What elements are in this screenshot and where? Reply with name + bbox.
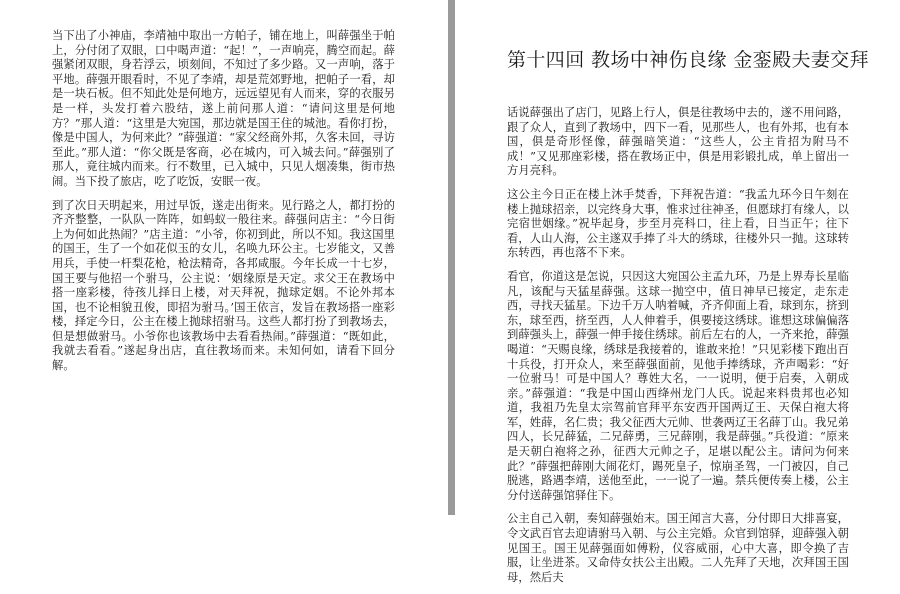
paragraph: 话说薛强出了店门，见路上行人，俱是往教场中去的，遂不用问路，跟了众人，直到了教场中，四下一看，见那些人，也有外邦，也有本国，俱是奇形怪像，薛强暗笑道：“这些人，公主肯招为附马不成！”又见那座彩楼，搭在教场正中，俱是用彩锻扎成，单上留出一方月亮科。	[507, 106, 849, 178]
page-divider	[448, 0, 455, 515]
paragraph: 到了次日天明起来，用过早饭，遂走出街来。见行路之人，都打扮的齐齐整整，一队队一阵阵，如蚂蚁一般往来。薛强问店主：“今日街上为何如此热闹？”店主道：“小爷，你初到此，所以不知。我这国里的国王，生了一个如花似玉的女儿，名唤九环公主。七岁能文，又善用兵，手使一杆梨花枪，枪法精奇，各邦咸服。今年长成一十七岁，国王要与他招一个驸马，公主说：‘姻缘原是天定。求父王在教场中搭一座彩楼，待孩儿择日上楼，对天拜祝，抛球定姻。不论外邦本国，也不论相貌丑俊，即招为驸马。’国王依言，发旨在教场搭一座彩楼，择定今日，公主在楼上抛球招驸马。这些人都打扮了到教场去，但是想做驸马。小爷你也该教场中去看看热闹。”薛强道：“既如此，我就去看看。”遂起身出店，直往教场而来。未知何如，请看下回分解。	[52, 198, 395, 373]
paragraph: 看官，你道这是怎说，只因这大宛国公主孟九环，乃是上界寿长星临凡，该配与天猛星薛强。这球一抛空中，值日神早已接定，走东走西，寻找天猛星。下边千万人呐着喊，齐齐仰面上看，球到东，挤到东，球至西，挤至西，人人伸着手，俱要接这绣球。谁想这球偏偏落到薛强头上，薛强一伸手接住绣球。前后左右的人，一齐来抢，薛强喝道：“天赐良缘，绣球是我接着的，谁敢来抢！”只见彩楼下跑出百十兵役，打开众人，来至薛强面前，见他手捧绣球，齐声喝彩：“好一位驸马！可是中国人？尊姓大名，一一说明，便于启奏，入朝成亲。”薛强道：“我是中国山西绛州龙门人氏。说起来料贵邦也必知道，我祖乃先皇太宗驾前官拜平东安西开国两辽王、天保白袍大将军，姓薛，名仁贵；我父征西大元帅、世袭两辽王名薛丁山。我兄弟四人，长兄薛猛，二兄薛勇，三兄薛刚，我是薛强。”兵役道：“原来是天朝白袍将之孙，征西大元帅之子，足堪以配公主。请问为何来此？”薛强把薛刚大闹花灯，踢死皇子，惊崩圣驾，一门被囚，自己脱逃，路遇李靖，送他至此，一一说了一遍。禁兵便传奏上楼，公主分付送薛强馆驿住下。	[507, 269, 849, 502]
right-page	[455, 0, 900, 584]
left-page	[0, 0, 448, 515]
chapter-title: 第十四回 教场中神伤良缘 金銮殿夫妻交拜	[507, 49, 870, 71]
right-page-text	[507, 106, 849, 594]
paragraph: 当下出了小神庙，李靖袖中取出一方帕子，铺在地上，叫薛强坐于帕上，分付闭了双眼，口中喝声道：“起！”，一声响亮，腾空而起。薛强紧闭双眼，身若浮云，顷刻间，不知过了多少路。又一声响，落于平地。薛强开眼看时，不见了李靖，却是荒郊野地，把帕子一看，却是一块石板。但不知此处是何地方，远远望见有人而来，穿的衣服另是一样，头发打着六股结，遂上前问那人道：“请问这里是何地方？”那人道：“这里是大宛国，那边就是国王住的城池。看你打扮，像是中国人，为何来此？”薛强道：“家父经商外邦，久客未回，寻访至此。”那人道：“你父既是客商，必在城内，可入城去问。”薛强别了那人，竟往城内而来。行不数里，已入城中，只见人烟凑集，街市热闹。当下投了旅店，吃了吃饭，安眠一夜。	[52, 29, 395, 188]
paragraph: 公主自己入朝，奏知薛强始末。国王闻言大喜，分付即日大排喜宴，令文武百官去迎请驸马入朝、与公主完婚。众官到馆驿，迎薛强入朝见国王。国王见薛强面如傅粉，仪容威丽，心中大喜，即令换了吉服，让坐进茶。又命侍女扶公主出殿。二人先拜了天地，次拜国王国母，然后夫	[507, 512, 849, 584]
left-page-text	[52, 29, 395, 383]
paragraph: 这公主今日正在楼上沐手焚香，下拜祝告道：“我孟九环今日午刻在楼上抛球招亲，以完终身大事，惟求过往神圣，但愿球打有缘人，以完宿世姻缘。”祝毕起身，步至月亮科口，往上看，日当正午；往下看，人山人海，公主遂双手捧了斗大的绣球，往楼外只一抛。这球转东转西，再也落不下来。	[507, 187, 849, 260]
